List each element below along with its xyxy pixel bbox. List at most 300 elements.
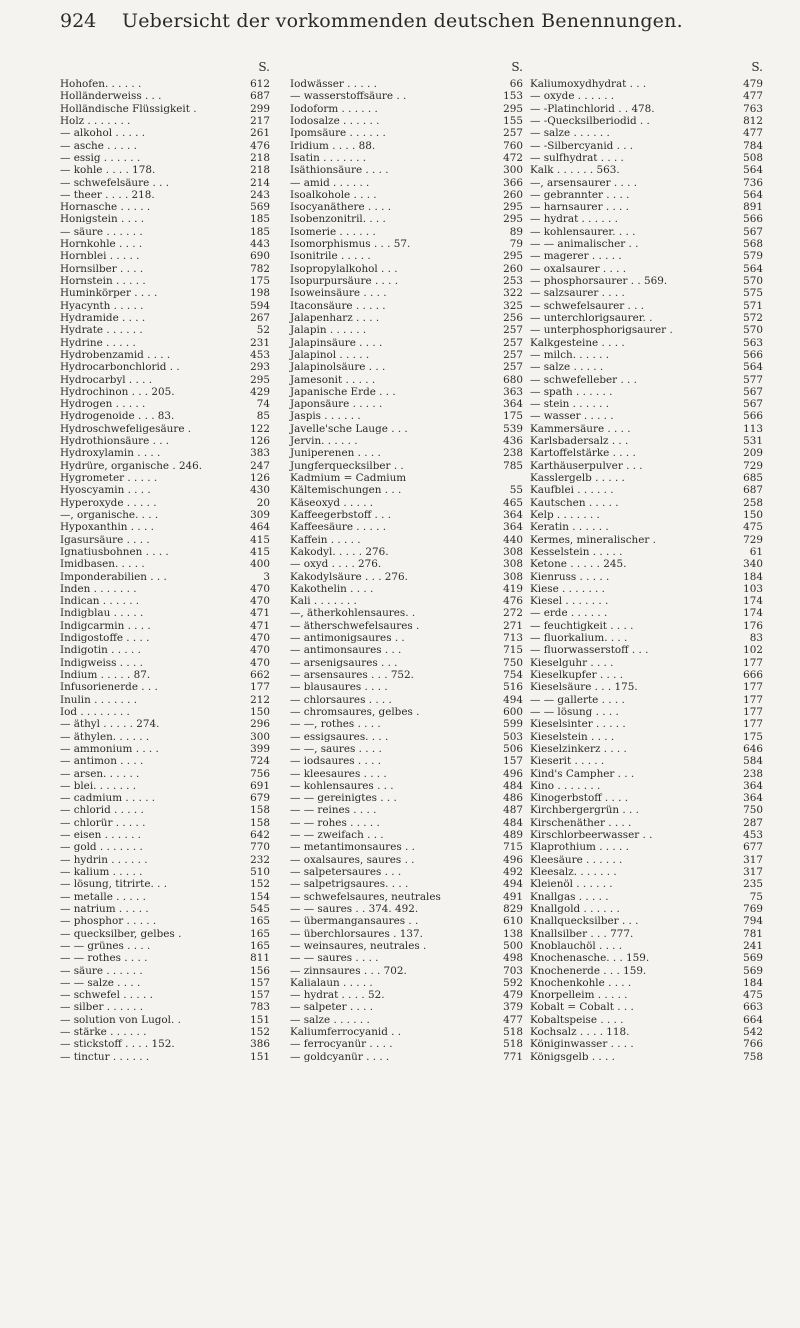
index-entry [530, 1026, 763, 1038]
entry-page: 152 [250, 1026, 270, 1039]
entry-page: 577 [743, 373, 763, 386]
index-entry [290, 657, 523, 669]
entry-page: 295 [503, 213, 523, 226]
entry-page: 430 [250, 484, 270, 497]
index-entry [60, 694, 270, 706]
entry-term: — — animalischer . . [530, 238, 639, 251]
entry-term: Kasslergelb . . . . . [530, 472, 625, 484]
entry-term: Indigblau . . . . . [60, 607, 144, 620]
index-entry [530, 177, 763, 189]
entry-page: 612 [250, 78, 270, 90]
index-entry [530, 534, 763, 546]
entry-page: 572 [743, 311, 763, 324]
entry-page: 486 [503, 792, 523, 805]
entry-term: — theer . . . . 218. [60, 188, 155, 201]
index-entry [290, 780, 523, 792]
index-entry [60, 324, 270, 336]
entry-page: 253 [503, 275, 523, 287]
index-entry [60, 546, 270, 558]
index-entry [290, 817, 523, 829]
entry-page: 126 [250, 472, 270, 484]
entry-page: 498 [503, 952, 523, 965]
entry-page: 364 [743, 792, 763, 805]
entry-page: 150 [743, 508, 763, 521]
entry-term: Kesselstein . . . . . [530, 545, 623, 558]
entry-page: 158 [250, 804, 270, 817]
entry-term: Iodoform . . . . . . [290, 102, 378, 115]
entry-term: — magerer . . . . . [530, 250, 622, 263]
entry-page: 66 [509, 78, 523, 90]
index-entry [60, 595, 270, 607]
index-entry [290, 312, 523, 324]
entry-term: Kaliumoxydhydrat . . . [530, 78, 647, 90]
index-entry [530, 374, 763, 386]
entry-page: 440 [503, 533, 523, 546]
index-entry [60, 423, 270, 435]
entry-page: 464 [250, 521, 270, 534]
entry-term: — antimon . . . . [60, 755, 144, 768]
entry-term: — unterphosphorigsaurer . [530, 324, 673, 337]
entry-page: 566 [743, 410, 763, 423]
entry-page: 666 [743, 669, 763, 681]
entry-page: 545 [250, 902, 270, 915]
entry-term: Hydroxylamin . . . . [60, 447, 161, 460]
entry-page: 293 [250, 361, 270, 374]
entry-term: Ketone . . . . . 245. [530, 558, 627, 571]
entry-term: Imponderabilien . . . [60, 570, 167, 583]
entry-page: 784 [743, 139, 763, 152]
entry-term: — kohle . . . . 178. [60, 164, 156, 177]
entry-term: Kinogerbstoff . . . . [530, 792, 629, 805]
entry-page: 198 [250, 287, 270, 300]
entry-term: — iodsaures . . . . [290, 755, 382, 768]
entry-page: 175 [743, 730, 763, 743]
entry-term: — salpetrigsaures. . . . [290, 878, 409, 891]
entry-term: — fluorkalium. . . . [530, 632, 628, 645]
entry-page: 322 [503, 287, 523, 300]
index-entry [530, 263, 763, 275]
entry-page: 679 [250, 792, 270, 805]
entry-page: 156 [250, 964, 270, 977]
entry-page: 295 [250, 373, 270, 386]
entry-term: Kautschen . . . . . [530, 496, 619, 509]
index-entry [530, 792, 763, 804]
index-entry [60, 115, 270, 127]
index-column-1 [60, 60, 270, 1063]
entry-term: — amid . . . . . . [290, 176, 370, 189]
index-entry [530, 928, 763, 940]
index-entry [530, 620, 763, 632]
entry-page: 508 [743, 151, 763, 164]
entry-term: Infusorienerde . . . [60, 681, 158, 694]
entry-term: — schwefelsäure . . . [60, 176, 170, 189]
entry-page: 564 [743, 361, 763, 374]
entry-term: Isopurpursäure . . . . [290, 275, 399, 287]
entry-term: Hydroschwefeligesäure . [60, 422, 192, 435]
entry-term: — — reines . . . . [290, 804, 377, 817]
entry-page: 477 [503, 1013, 523, 1026]
entry-page: 238 [743, 767, 763, 780]
entry-term: Kleienöl . . . . . . [530, 878, 613, 891]
entry-term: Hydrochinon . . . 205. [60, 385, 175, 398]
entry-term: — goldcyanür . . . . [290, 1050, 390, 1063]
entry-term: — natrium . . . . . [60, 902, 149, 915]
index-entry [290, 632, 523, 644]
entry-term: Jalapinolsäure . . . [290, 361, 386, 374]
entry-term: — antimonigsaures . . [290, 632, 405, 645]
entry-term: — hydrin . . . . . . [60, 853, 148, 866]
entry-term: Iodwässer . . . . . [290, 78, 377, 90]
entry-page: 61 [749, 545, 763, 558]
entry-term: — feuchtigkeit . . . . [530, 619, 634, 632]
entry-page: 185 [250, 225, 270, 238]
index-entry [290, 977, 523, 989]
index-entry [530, 250, 763, 262]
entry-term: Kakodyl. . . . . 276. [290, 545, 389, 558]
index-entry [290, 915, 523, 927]
index-entry [60, 177, 270, 189]
entry-term: — salze . . . . . . [290, 1013, 370, 1026]
index-entry [530, 410, 763, 422]
entry-page: 487 [503, 804, 523, 817]
entry-term: Kieselkupfer . . . . [530, 669, 624, 681]
index-entry [60, 607, 270, 619]
index-entry [530, 657, 763, 669]
entry-page: 662 [250, 669, 270, 681]
entry-page: 470 [250, 644, 270, 657]
page-number: 924 [60, 10, 97, 32]
entry-term: Hornasche . . . . . [60, 201, 151, 214]
entry-page: 476 [250, 139, 270, 152]
entry-term: — silber . . . . . . [60, 1001, 144, 1014]
index-entry [60, 657, 270, 669]
entry-page: 299 [250, 102, 270, 115]
index-entry [60, 743, 270, 755]
entry-term: — ammonium . . . . [60, 742, 159, 755]
entry-term: Kakothelin . . . . [290, 582, 374, 595]
index-entry [530, 558, 763, 570]
index-entry [530, 386, 763, 398]
entry-page: 103 [743, 582, 763, 595]
index-entry [530, 90, 763, 102]
index-entry [530, 300, 763, 312]
entry-term: — — salze . . . . [60, 976, 141, 989]
entry-term: Kiese . . . . . . . [530, 582, 605, 595]
index-entry [60, 238, 270, 250]
entry-term: — salpetersaures . . . [290, 866, 402, 878]
entry-term: Hydrocarbonchlorid . . [60, 361, 180, 374]
index-entry [530, 731, 763, 743]
index-entry [530, 324, 763, 336]
entry-term: — chlorsaures . . . . [290, 693, 392, 706]
index-entry [60, 201, 270, 213]
index-entry [60, 386, 270, 398]
entry-term: Hohofen. . . . . . [60, 78, 142, 90]
index-entry [60, 361, 270, 373]
entry-page: 479 [743, 78, 763, 90]
entry-page: 243 [250, 188, 270, 201]
index-entry [290, 558, 523, 570]
entry-page: 175 [250, 275, 270, 287]
index-entry [60, 164, 270, 176]
entry-term: — sulfhydrat . . . . [530, 151, 624, 164]
entry-page: 610 [503, 915, 523, 928]
index-entry [530, 1051, 763, 1063]
index-entry [530, 435, 763, 447]
entry-term: Hyacynth . . . . . [60, 299, 144, 312]
entry-page: 470 [250, 656, 270, 669]
entry-page: 687 [250, 90, 270, 103]
entry-page: 267 [250, 311, 270, 324]
index-entry [530, 484, 763, 496]
entry-page: 174 [743, 607, 763, 620]
entry-page: 471 [250, 607, 270, 620]
entry-page: 256 [503, 311, 523, 324]
index-entry [60, 226, 270, 238]
entry-term: Jalapinol . . . . . [290, 348, 370, 361]
entry-term: Kartoffelstärke . . . . [530, 447, 636, 460]
index-entry [530, 841, 763, 853]
index-entry [530, 977, 763, 989]
entry-page: 479 [503, 989, 523, 1002]
entry-term: Kieselsinter . . . . . [530, 718, 626, 731]
entry-term: Kelp . . . . . . . [530, 508, 600, 521]
index-entry [290, 324, 523, 336]
entry-term: Kakodylsäure . . . 276. [290, 570, 408, 583]
entry-term: Iodosalze . . . . . . [290, 114, 380, 127]
entry-page: 564 [743, 164, 763, 177]
entry-page: 74 [256, 398, 270, 411]
entry-page: 363 [503, 385, 523, 398]
entry-term: Ipomsäure . . . . . . [290, 127, 386, 140]
index-entry [60, 275, 270, 287]
entry-page: 687 [743, 484, 763, 497]
entry-term: — tinctur . . . . . . [60, 1050, 150, 1063]
entry-term: Hornstein . . . . . [60, 275, 146, 287]
entry-page: 177 [743, 718, 763, 731]
index-entry [60, 755, 270, 767]
entry-term: Indium . . . . . 87. [60, 669, 151, 681]
entry-page: 568 [743, 238, 763, 251]
entry-page: 567 [743, 398, 763, 411]
index-entry [60, 965, 270, 977]
index-entry [530, 583, 763, 595]
index-entry [60, 804, 270, 816]
entry-term: Kaliumferrocyanid . . [290, 1026, 402, 1039]
index-entry [60, 484, 270, 496]
entry-term: Isopropylalkohol . . . [290, 262, 398, 275]
entry-page: 79 [509, 238, 523, 251]
index-entry [530, 915, 763, 927]
entry-term: Honigstein . . . . [60, 213, 145, 226]
index-entry [290, 1001, 523, 1013]
index-entry [60, 521, 270, 533]
entry-term: Inden . . . . . . . [60, 582, 137, 595]
index-entry [530, 140, 763, 152]
entry-term: Jamesonit . . . . . [290, 373, 376, 386]
entry-page: 89 [509, 225, 523, 238]
entry-term: — wasserstoffsäure . . [290, 90, 407, 103]
entry-term: Jungferquecksilber . . [290, 459, 404, 472]
entry-page: 756 [250, 767, 270, 780]
entry-page: 782 [250, 262, 270, 275]
index-entry [60, 915, 270, 927]
entry-term: Kobaltspeise . . . . [530, 1013, 624, 1026]
entry-term: — salpeter . . . . [290, 1001, 374, 1014]
column-heading: S. [258, 60, 270, 74]
index-entry [60, 780, 270, 792]
entry-page: 783 [250, 1001, 270, 1014]
entry-term: — metantimonsaures . . [290, 841, 415, 854]
index-entry [60, 866, 270, 878]
index-entry [530, 866, 763, 878]
index-entry [530, 238, 763, 250]
entry-term: —, arsensaurer . . . . [530, 176, 638, 189]
entry-term: Kirschlorbeerwasser . . [530, 829, 653, 842]
index-entry [290, 854, 523, 866]
index-entry [290, 595, 523, 607]
entry-term: — arsensaures . . . 752. [290, 669, 414, 681]
entry-page: 399 [250, 742, 270, 755]
entry-term: — quecksilber, gelbes . [60, 927, 182, 940]
entry-term: Huminkörper . . . . [60, 287, 158, 300]
entry-term: — blausaures . . . . [290, 681, 388, 694]
index-entry [290, 521, 523, 533]
entry-term: — säure . . . . . . [60, 225, 143, 238]
entry-page: 300 [250, 730, 270, 743]
entry-term: Isobenzonitril. . . . [290, 213, 386, 226]
entry-page: 891 [743, 201, 763, 214]
index-entry [60, 398, 270, 410]
index-entry [290, 164, 523, 176]
entry-page: 52 [256, 324, 270, 337]
index-entry [290, 607, 523, 619]
entry-page: 157 [503, 755, 523, 768]
entry-page: 247 [250, 459, 270, 472]
entry-term: Indican . . . . . . [60, 595, 140, 608]
index-entry [290, 152, 523, 164]
entry-page: 594 [250, 299, 270, 312]
entry-term: Kino . . . . . . . [530, 779, 601, 792]
index-entry [60, 681, 270, 693]
entry-page: 503 [503, 730, 523, 743]
index-entry [290, 903, 523, 915]
entry-term: Isocyanäthere . . . . [290, 201, 392, 214]
index-entry [60, 792, 270, 804]
entry-page: 383 [250, 447, 270, 460]
index-entry [530, 965, 763, 977]
entry-page: 257 [503, 348, 523, 361]
entry-page: 154 [250, 890, 270, 903]
index-entry [530, 423, 763, 435]
entry-term: Juniperenen . . . . [290, 447, 381, 460]
entry-page: 569 [743, 952, 763, 965]
index-entry [290, 263, 523, 275]
entry-term: — schwefel . . . . . [60, 989, 153, 1002]
entry-page: 400 [250, 558, 270, 571]
entry-term: — salzsaurer . . . . [530, 287, 625, 300]
entry-term: Japanische Erde . . . [290, 385, 396, 398]
index-entry [290, 891, 523, 903]
index-entry [530, 804, 763, 816]
index-entry [60, 447, 270, 459]
entry-page: 177 [743, 681, 763, 694]
index-entry [290, 250, 523, 262]
entry-term: — ätherschwefelsaures . [290, 619, 420, 632]
entry-page: 184 [743, 570, 763, 583]
entry-page: 566 [743, 213, 763, 226]
entry-page: 176 [743, 619, 763, 632]
entry-page: 177 [743, 656, 763, 669]
page-title: Uebersicht der vorkommenden deutschen Benennungen. [122, 10, 683, 32]
entry-page: 663 [743, 1001, 763, 1014]
index-entry [530, 115, 763, 127]
index-entry [530, 681, 763, 693]
index-entry [60, 534, 270, 546]
entry-term: Kältemischungen . . . [290, 484, 402, 497]
index-entry [60, 460, 270, 472]
index-entry [530, 398, 763, 410]
entry-term: — ferrocyanür . . . . [290, 1038, 393, 1051]
entry-page: 287 [743, 816, 763, 829]
index-entry [290, 644, 523, 656]
index-entry [290, 238, 523, 250]
index-entry [60, 1026, 270, 1038]
entry-term: — oxalsaures, saures . . [290, 853, 415, 866]
index-entry [290, 447, 523, 459]
entry-term: Kieselstein . . . . [530, 730, 615, 743]
index-entry [290, 189, 523, 201]
index-entry [290, 940, 523, 952]
entry-page: 781 [743, 927, 763, 940]
index-entry [290, 768, 523, 780]
entry-page: 113 [743, 422, 763, 435]
entry-term: — schwefelsaures, neutrales [290, 890, 441, 903]
index-entry [530, 164, 763, 176]
entry-term: — arsenigsaures . . . [290, 656, 398, 669]
entry-term: Hyoscyamin . . . . [60, 484, 151, 497]
entry-term: Isonitrile . . . . . [290, 250, 371, 263]
index-entry [530, 952, 763, 964]
index-entry [290, 620, 523, 632]
index-entry [60, 263, 270, 275]
entry-term: Kind's Campher . . . [530, 767, 635, 780]
entry-page: 151 [250, 1050, 270, 1063]
entry-page: 157 [250, 976, 270, 989]
index-entry [290, 287, 523, 299]
entry-term: Königinwasser . . . . [530, 1038, 634, 1051]
index-entry [290, 177, 523, 189]
index-entry [290, 583, 523, 595]
entry-term: — hydrat . . . . 52. [290, 989, 385, 1002]
entry-page: 563 [743, 336, 763, 349]
entry-term: Isomorphismus . . . 57. [290, 238, 411, 251]
entry-term: — übermangansaures . . [290, 915, 419, 928]
index-entry [530, 287, 763, 299]
entry-term: — —, rothes . . . . [290, 718, 381, 731]
index-entry [530, 337, 763, 349]
entry-page: 724 [250, 755, 270, 768]
entry-page: 415 [250, 545, 270, 558]
entry-page: 174 [743, 595, 763, 608]
index-entry [60, 928, 270, 940]
entry-term: Hydrogen . . . . . [60, 398, 146, 411]
index-entry [530, 669, 763, 681]
entry-term: — solution von Lugol. . [60, 1013, 181, 1026]
index-entry [60, 152, 270, 164]
entry-page: 510 [250, 866, 270, 878]
index-entry [60, 854, 270, 866]
